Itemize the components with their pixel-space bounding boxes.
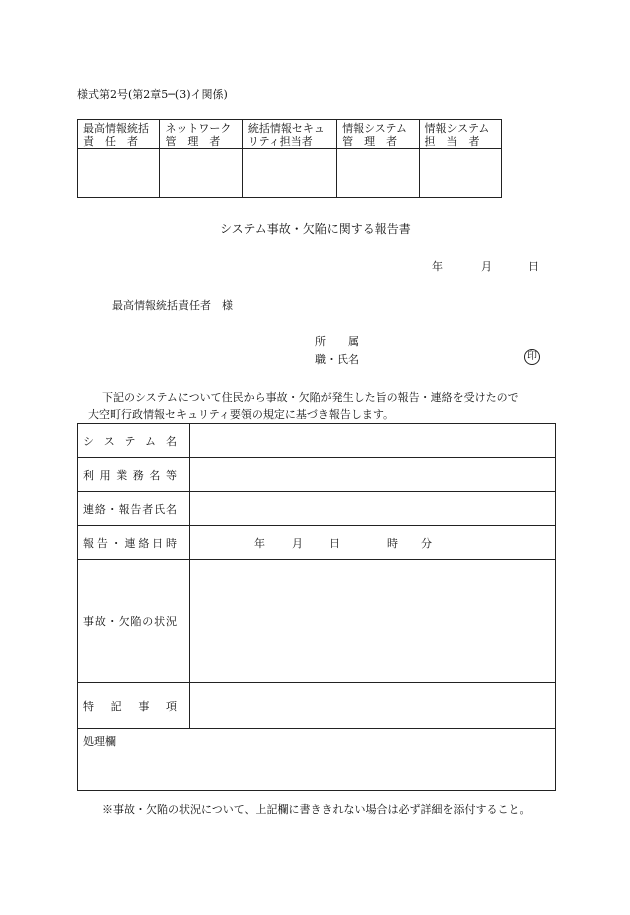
special-notes-field[interactable] [190, 683, 556, 729]
body-text-line2: 大空町行政情報セキュリティ要領の規定に基づき報告します。 [88, 408, 395, 421]
incident-status-label: 事故・欠陥の状況 [78, 560, 190, 683]
affiliation-label: 所 属 [315, 335, 359, 348]
approval-table [77, 119, 502, 198]
name-label: 職・氏名 [315, 353, 359, 366]
seal-mark: 印 [524, 349, 540, 365]
datetime-hour: 時 [387, 536, 398, 550]
report-datetime-label: 報告・連絡日時 [78, 526, 190, 560]
approval-header-system-admin: 情報システム 管 理 者 [337, 120, 419, 149]
approval-header-cio: 最高情報統括 責 任 者 [78, 120, 160, 149]
approval-seal-cio[interactable] [78, 149, 160, 198]
incident-status-field[interactable] [190, 560, 556, 683]
approval-seal-security-officer[interactable] [242, 149, 336, 198]
document-title: システム事故・欠陥に関する報告書 [220, 222, 411, 236]
approval-header-network-admin: ネットワーク 管 理 者 [160, 120, 242, 149]
datetime-minute: 分 [421, 536, 432, 550]
date-month: 月 [481, 260, 492, 273]
datetime-year: 年 [254, 536, 265, 550]
body-text-line1: 下記のシステムについて住民から事故・欠陥が発生した旨の報告・連絡を受けたので [102, 391, 519, 404]
system-name-label: システム名 [78, 424, 190, 458]
datetime-day: 日 [329, 536, 340, 550]
reporter-name-label: 連絡・報告者氏名 [78, 492, 190, 526]
processing-field[interactable] [78, 729, 556, 791]
approval-seal-system-admin[interactable] [337, 149, 419, 198]
reporter-name-field[interactable] [190, 492, 556, 526]
datetime-month: 月 [292, 536, 303, 550]
special-notes-label: 特記事項 [78, 683, 190, 729]
processing-label: 処理欄 [83, 735, 116, 748]
addressee: 最高情報統括責任者 様 [112, 299, 233, 312]
date-year: 年 [432, 260, 443, 273]
approval-seal-system-staff[interactable] [419, 149, 501, 198]
report-table [77, 423, 556, 791]
footnote: ※事故・欠陥の状況について、上記欄に書ききれない場合は必ず詳細を添付すること。 [102, 803, 531, 816]
approval-header-system-staff: 情報システム 担 当 者 [419, 120, 501, 149]
date-day: 日 [528, 260, 539, 273]
report-datetime-field[interactable] [190, 526, 556, 560]
form-code: 様式第2号(第2章5─(3)イ関係) [77, 88, 228, 101]
approval-seal-network-admin[interactable] [160, 149, 242, 198]
system-name-field[interactable] [190, 424, 556, 458]
approval-header-security-officer: 統括情報セキュ リティ担当者 [242, 120, 336, 149]
business-name-label: 利用業務名等 [78, 458, 190, 492]
business-name-field[interactable] [190, 458, 556, 492]
